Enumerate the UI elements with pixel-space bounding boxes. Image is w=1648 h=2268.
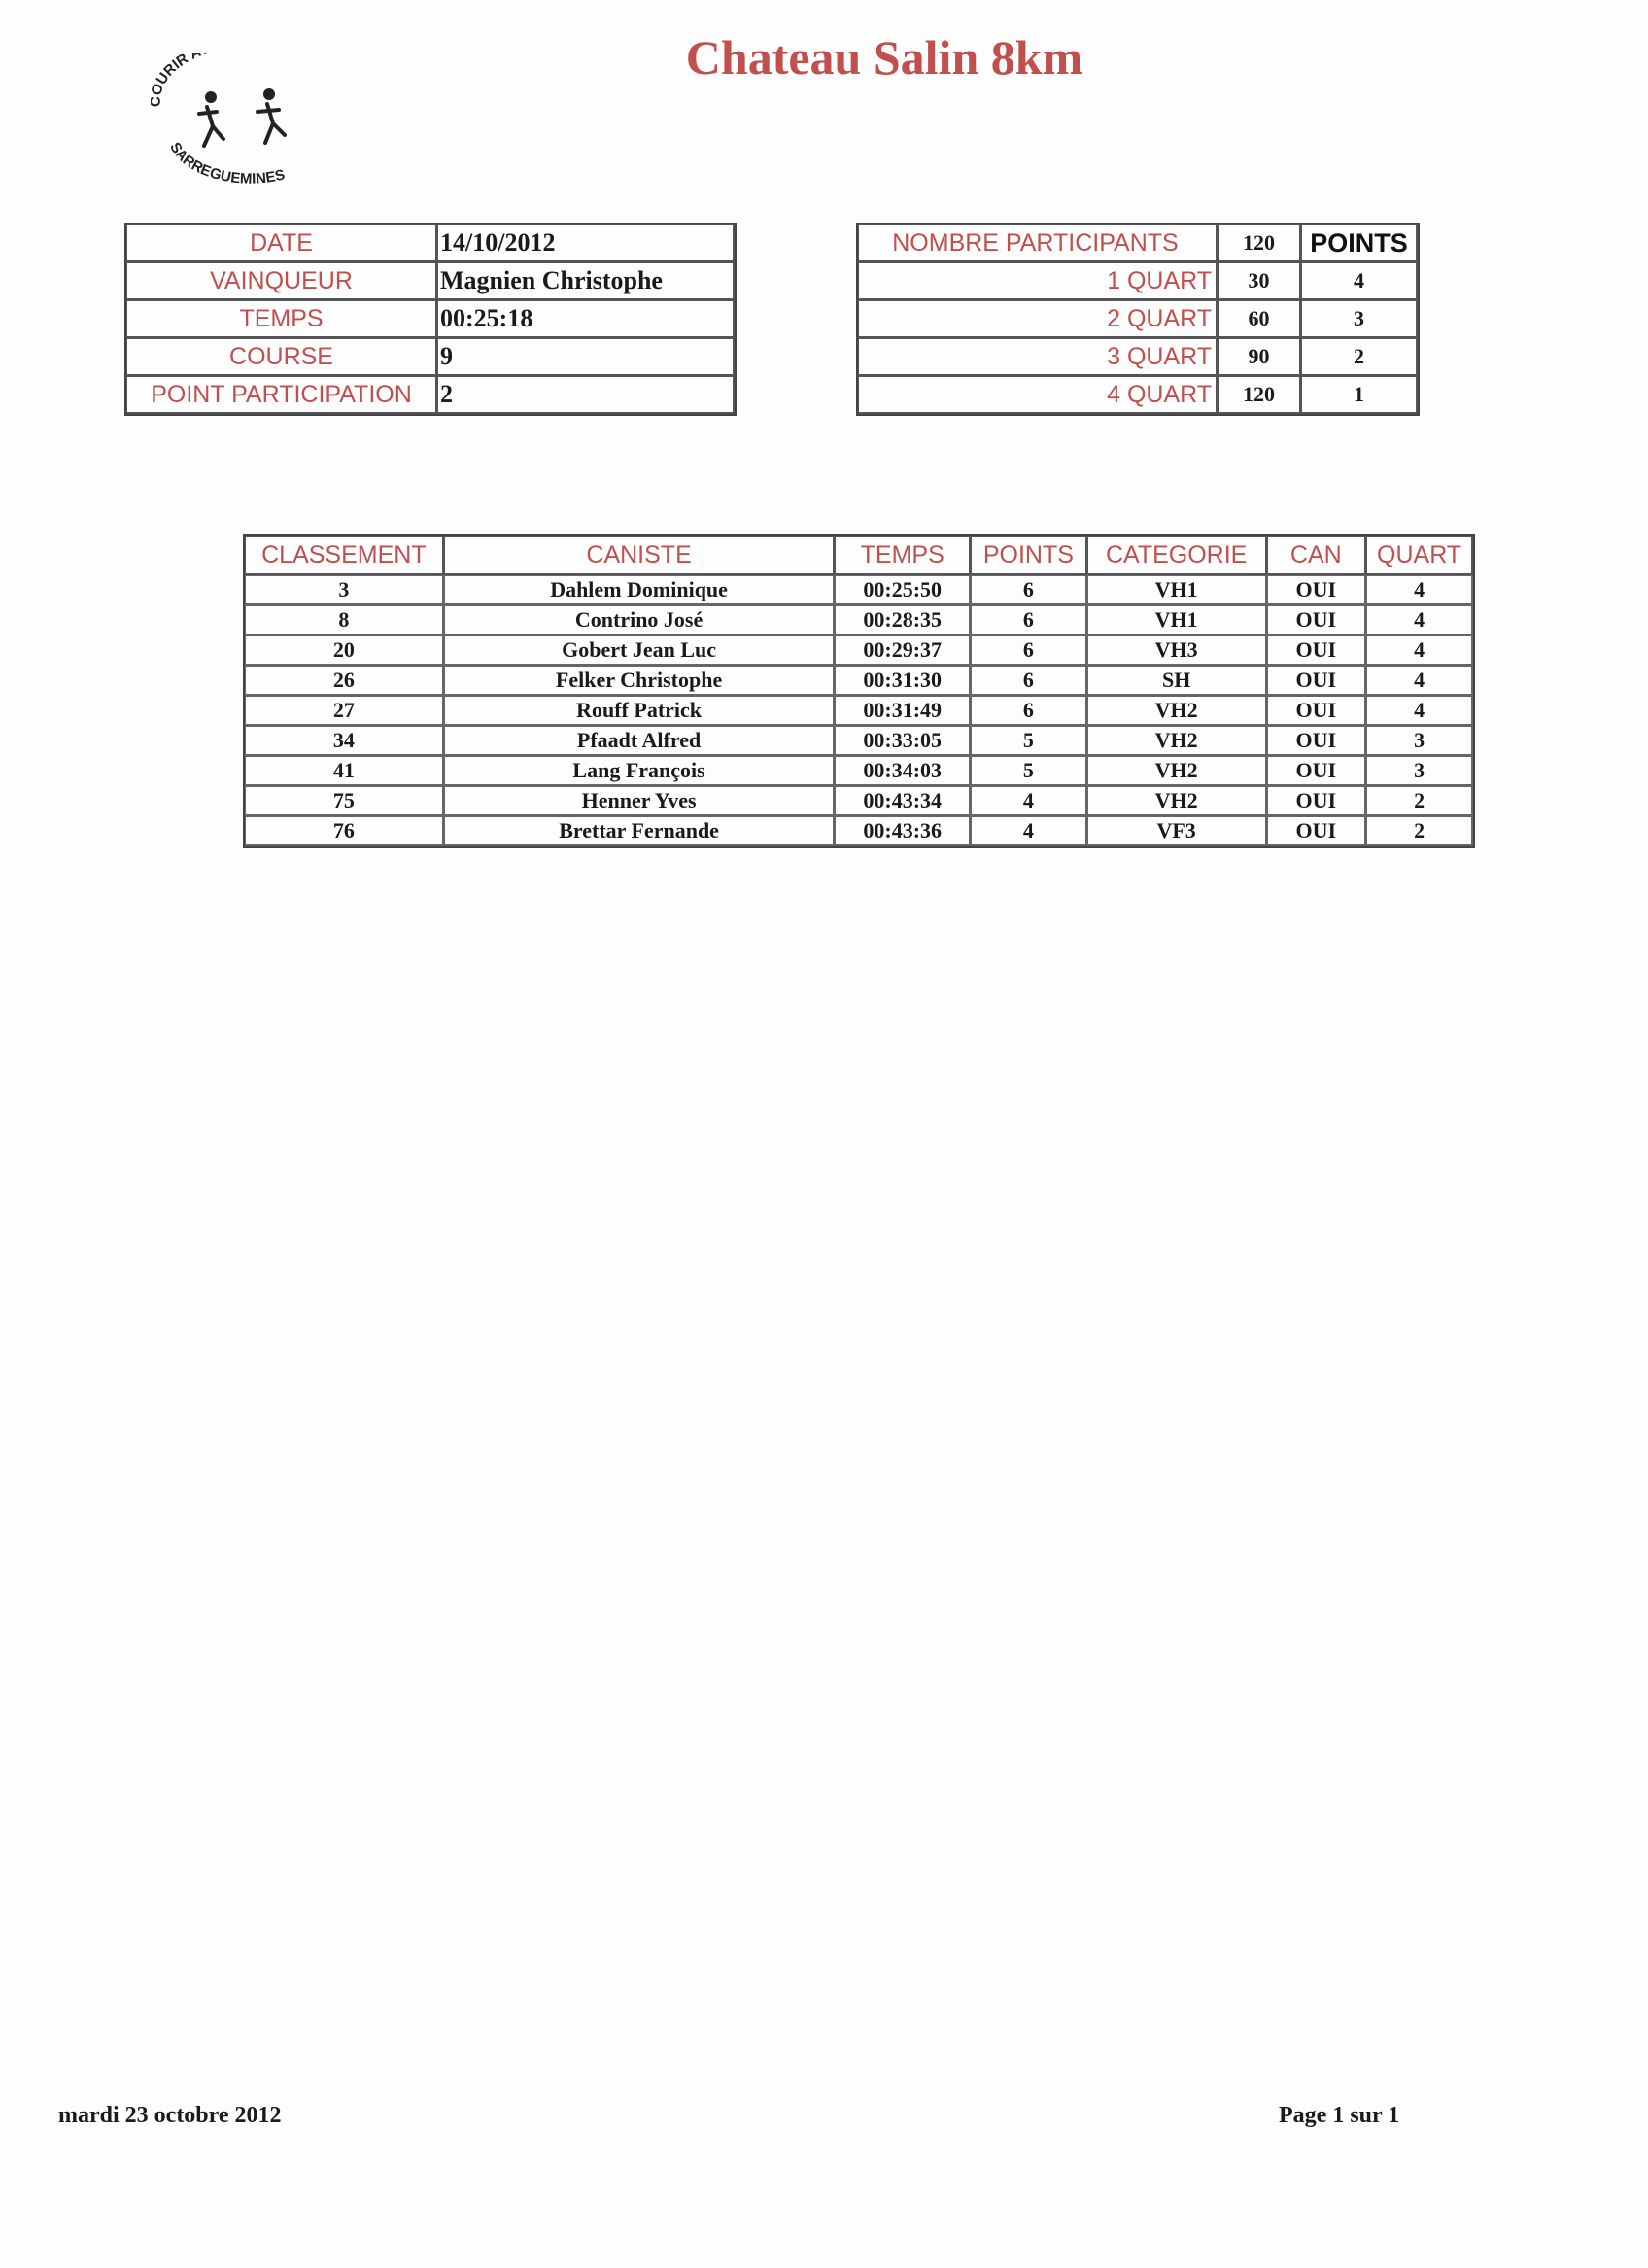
info-value: 2 bbox=[437, 376, 735, 414]
cell-rank: 27 bbox=[245, 696, 444, 726]
table-row bbox=[245, 696, 1473, 726]
cell-time: 00:43:34 bbox=[835, 786, 971, 816]
quarter-row bbox=[858, 376, 1418, 414]
cell-time: 00:43:36 bbox=[835, 816, 971, 846]
cell-points: 6 bbox=[971, 666, 1087, 696]
quarter-label: 1 QUART bbox=[858, 262, 1218, 300]
cell-can: OUI bbox=[1267, 786, 1367, 816]
quarter-row bbox=[858, 338, 1418, 376]
cell-rank: 8 bbox=[245, 605, 444, 636]
cell-category: SH bbox=[1087, 666, 1267, 696]
header-caniste: CANISTE bbox=[444, 536, 836, 575]
cell-rank: 34 bbox=[245, 726, 444, 756]
quarter-row bbox=[858, 300, 1418, 338]
header-quart: QUART bbox=[1366, 536, 1473, 575]
cell-quart: 4 bbox=[1366, 636, 1473, 666]
cell-time: 00:25:50 bbox=[835, 575, 971, 605]
header-temps: TEMPS bbox=[835, 536, 971, 575]
cell-rank: 3 bbox=[245, 575, 444, 605]
cell-category: VH3 bbox=[1087, 636, 1267, 666]
cell-can: OUI bbox=[1267, 696, 1367, 726]
cell-name: Brettar Fernande bbox=[444, 816, 836, 846]
quarter-value: 120 bbox=[1218, 376, 1301, 414]
points-header: POINTS bbox=[1301, 224, 1418, 262]
page-title: Chateau Salin 8km bbox=[685, 30, 1083, 85]
cell-rank: 41 bbox=[245, 756, 444, 786]
quarter-points: 3 bbox=[1301, 300, 1418, 338]
table-row bbox=[245, 605, 1473, 636]
quarter-points-table bbox=[856, 223, 1420, 416]
results-header-row bbox=[245, 536, 1473, 575]
footer-date: mardi 23 octobre 2012 bbox=[58, 2103, 282, 2128]
cell-points: 4 bbox=[971, 786, 1087, 816]
cell-can: OUI bbox=[1267, 756, 1367, 786]
cell-name: Gobert Jean Luc bbox=[444, 636, 836, 666]
cell-name: Felker Christophe bbox=[444, 666, 836, 696]
cell-quart: 3 bbox=[1366, 726, 1473, 756]
cell-quart: 4 bbox=[1366, 696, 1473, 726]
cell-points: 5 bbox=[971, 726, 1087, 756]
cell-points: 5 bbox=[971, 756, 1087, 786]
cell-points: 6 bbox=[971, 575, 1087, 605]
cell-rank: 20 bbox=[245, 636, 444, 666]
table-row bbox=[245, 726, 1473, 756]
info-label: VAINQUEUR bbox=[126, 262, 437, 300]
cell-quart: 4 bbox=[1366, 605, 1473, 636]
cell-can: OUI bbox=[1267, 636, 1367, 666]
participants-row bbox=[858, 224, 1418, 262]
svg-text:SARREGUEMINES bbox=[166, 140, 287, 188]
quarter-points: 2 bbox=[1301, 338, 1418, 376]
info-label: TEMPS bbox=[126, 300, 437, 338]
cell-points: 6 bbox=[971, 605, 1087, 636]
cell-name: Dahlem Dominique bbox=[444, 575, 836, 605]
header-classement: CLASSEMENT bbox=[245, 536, 444, 575]
quarter-label: 3 QUART bbox=[858, 338, 1218, 376]
cell-can: OUI bbox=[1267, 666, 1367, 696]
cell-can: OUI bbox=[1267, 605, 1367, 636]
cell-time: 00:34:03 bbox=[835, 756, 971, 786]
quarter-points: 1 bbox=[1301, 376, 1418, 414]
club-logo bbox=[151, 53, 335, 189]
info-value: 00:25:18 bbox=[437, 300, 735, 338]
cell-points: 6 bbox=[971, 696, 1087, 726]
cell-time: 00:31:49 bbox=[835, 696, 971, 726]
cell-category: VH2 bbox=[1087, 756, 1267, 786]
header-can: CAN bbox=[1267, 536, 1367, 575]
footer-page-number: Page 1 sur 1 bbox=[1279, 2103, 1400, 2128]
cell-category: VH2 bbox=[1087, 726, 1267, 756]
quarter-value: 90 bbox=[1218, 338, 1301, 376]
logo-top-text: URIR A bbox=[153, 53, 203, 88]
cell-quart: 2 bbox=[1366, 816, 1473, 846]
cell-name: Pfaadt Alfred bbox=[444, 726, 836, 756]
cell-time: 00:31:30 bbox=[835, 666, 971, 696]
info-label: POINT PARTICIPATION bbox=[126, 376, 437, 414]
cell-rank: 26 bbox=[245, 666, 444, 696]
cell-points: 4 bbox=[971, 816, 1087, 846]
participants-count: 120 bbox=[1218, 224, 1301, 262]
table-row bbox=[245, 636, 1473, 666]
cell-quart: 4 bbox=[1366, 575, 1473, 605]
table-row bbox=[245, 786, 1473, 816]
info-value: Magnien Christophe bbox=[437, 262, 735, 300]
logo-bottom-text: SARREGUEMINES bbox=[166, 139, 287, 188]
table-row bbox=[245, 575, 1473, 605]
cell-category: VH2 bbox=[1087, 786, 1267, 816]
cell-category: VH1 bbox=[1087, 605, 1267, 636]
cell-category: VH2 bbox=[1087, 696, 1267, 726]
cell-category: VH1 bbox=[1087, 575, 1267, 605]
cell-time: 00:28:35 bbox=[835, 605, 971, 636]
runners-icon bbox=[151, 53, 335, 189]
cell-rank: 76 bbox=[245, 816, 444, 846]
race-info-table bbox=[124, 223, 737, 416]
table-row bbox=[245, 756, 1473, 786]
cell-can: OUI bbox=[1267, 816, 1367, 846]
quarter-label: 4 QUART bbox=[858, 376, 1218, 414]
table-row bbox=[245, 816, 1473, 846]
cell-name: Contrino José bbox=[444, 605, 836, 636]
cell-time: 00:29:37 bbox=[835, 636, 971, 666]
info-row-participation bbox=[126, 376, 735, 414]
info-row-time bbox=[126, 300, 735, 338]
cell-category: VF3 bbox=[1087, 816, 1267, 846]
cell-name: Henner Yves bbox=[444, 786, 836, 816]
quarter-value: 30 bbox=[1218, 262, 1301, 300]
results-table bbox=[243, 534, 1475, 848]
info-label: DATE bbox=[126, 224, 437, 262]
header-points: POINTS bbox=[971, 536, 1087, 575]
info-row-course bbox=[126, 338, 735, 376]
info-label: COURSE bbox=[126, 338, 437, 376]
info-row-date bbox=[126, 224, 735, 262]
quarter-label: 2 QUART bbox=[858, 300, 1218, 338]
cell-rank: 75 bbox=[245, 786, 444, 816]
info-value: 9 bbox=[437, 338, 735, 376]
info-value: 14/10/2012 bbox=[437, 224, 735, 262]
cell-quart: 4 bbox=[1366, 666, 1473, 696]
quarter-value: 60 bbox=[1218, 300, 1301, 338]
header-categorie: CATEGORIE bbox=[1087, 536, 1267, 575]
cell-quart: 3 bbox=[1366, 756, 1473, 786]
cell-name: Lang François bbox=[444, 756, 836, 786]
cell-can: OUI bbox=[1267, 575, 1367, 605]
quarter-points: 4 bbox=[1301, 262, 1418, 300]
quarter-row bbox=[858, 262, 1418, 300]
info-row-winner bbox=[126, 262, 735, 300]
cell-quart: 2 bbox=[1366, 786, 1473, 816]
cell-points: 6 bbox=[971, 636, 1087, 666]
cell-can: OUI bbox=[1267, 726, 1367, 756]
table-row bbox=[245, 666, 1473, 696]
participants-label: NOMBRE PARTICIPANTS bbox=[858, 224, 1218, 262]
cell-time: 00:33:05 bbox=[835, 726, 971, 756]
cell-name: Rouff Patrick bbox=[444, 696, 836, 726]
